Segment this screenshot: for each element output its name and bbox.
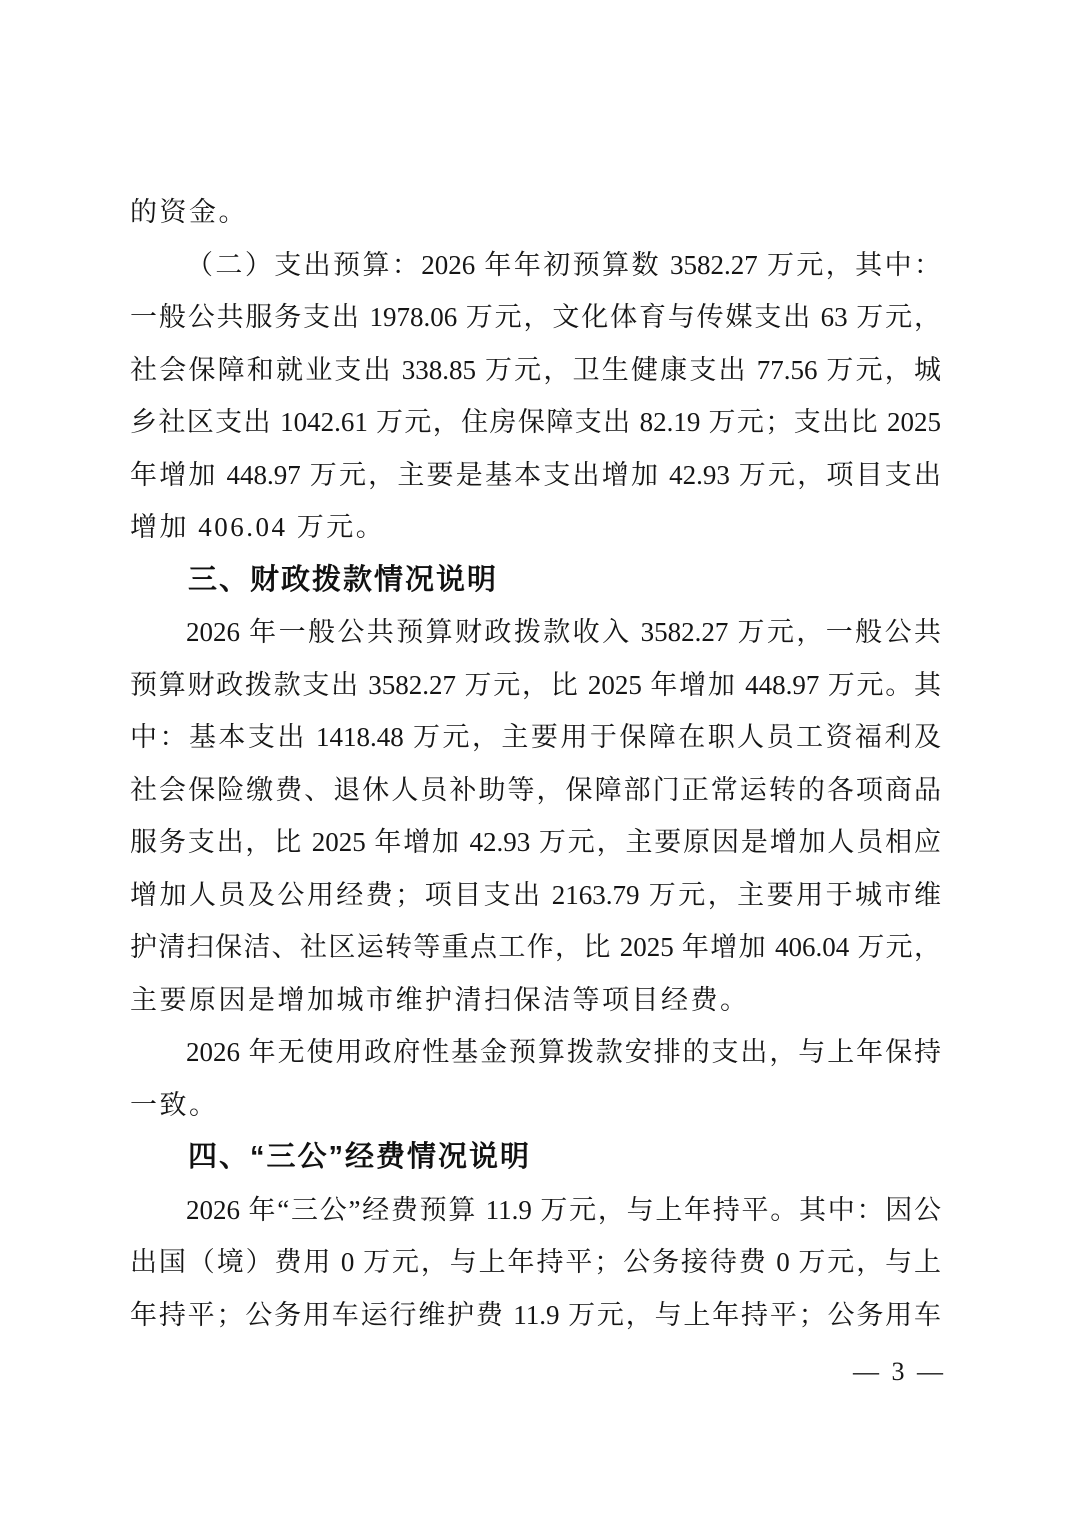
paragraph: [130, 606, 941, 1026]
paragraph: [130, 1184, 941, 1342]
paragraph-line: 社会保险缴费、退休人员补助等，保障部门正常运转的各项商品: [130, 774, 941, 805]
paragraph-line: 2026 年“三公”经费预算 11.9 万元，与上年持平。其中：因公: [186, 1194, 941, 1225]
paragraph-line: 2026 年一般公共预算财政拨款收入 3582.27 万元，一般公共: [186, 617, 941, 647]
paragraph-line: 社会保障和就业支出 338.85 万元，卫生健康支出 77.56 万元，城: [130, 354, 941, 385]
paragraph-line: （二）支出预算：2026 年年初预算数 3582.27 万元，其中：: [186, 249, 941, 280]
page-content: [130, 186, 941, 1341]
paragraph: [130, 186, 941, 239]
paragraph-line: 一般公共服务支出 1978.06 万元，文化体育与传媒支出 63 万元，: [130, 302, 941, 332]
paragraph-line: 护清扫保洁、社区运转等重点工作，比 2025 年增加 406.04 万元，: [130, 932, 941, 962]
paragraph-line: 的资金。: [130, 197, 248, 227]
paragraph-line: 出国（境）费用 0 万元，与上年持平；公务接待费 0 万元，与上: [130, 1247, 941, 1277]
page-number: — 3 —: [853, 1357, 946, 1386]
paragraph-line: 中：基本支出 1418.48 万元，主要用于保障在职人员工资福利及: [130, 722, 941, 752]
section-heading: 四、“三公”经费情况说明: [188, 1141, 532, 1173]
paragraph: [130, 1026, 941, 1131]
section-heading: 三、财政拨款情况说明: [188, 563, 499, 596]
paragraph-line: 服务支出，比 2025 年增加 42.93 万元，主要原因是增加人员相应: [130, 827, 941, 857]
paragraph-line: 主要原因是增加城市维护清扫保洁等项目经费。: [130, 984, 750, 1015]
paragraph-line: 增加 406.04 万元。: [130, 512, 386, 542]
paragraph-line: 年增加 448.97 万元，主要是基本支出增加 42.93 万元，项目支出: [130, 459, 941, 490]
paragraph-line: 预算财政拨款支出 3582.27 万元，比 2025 年增加 448.97 万元。其: [130, 669, 941, 700]
paragraph-line: 一致。: [130, 1089, 219, 1120]
paragraph-line: 年持平；公务用车运行维护费 11.9 万元，与上年持平；公务用车: [130, 1299, 941, 1330]
paragraph: [130, 239, 941, 554]
paragraph-line: 增加人员及公用经费；项目支出 2163.79 万元，主要用于城市维: [130, 879, 941, 910]
paragraph-line: 2026 年无使用政府性基金预算拨款安排的支出，与上年保持: [186, 1037, 941, 1067]
paragraph-line: 乡社区支出 1042.61 万元，住房保障支出 82.19 万元；支出比 2025: [130, 407, 941, 437]
